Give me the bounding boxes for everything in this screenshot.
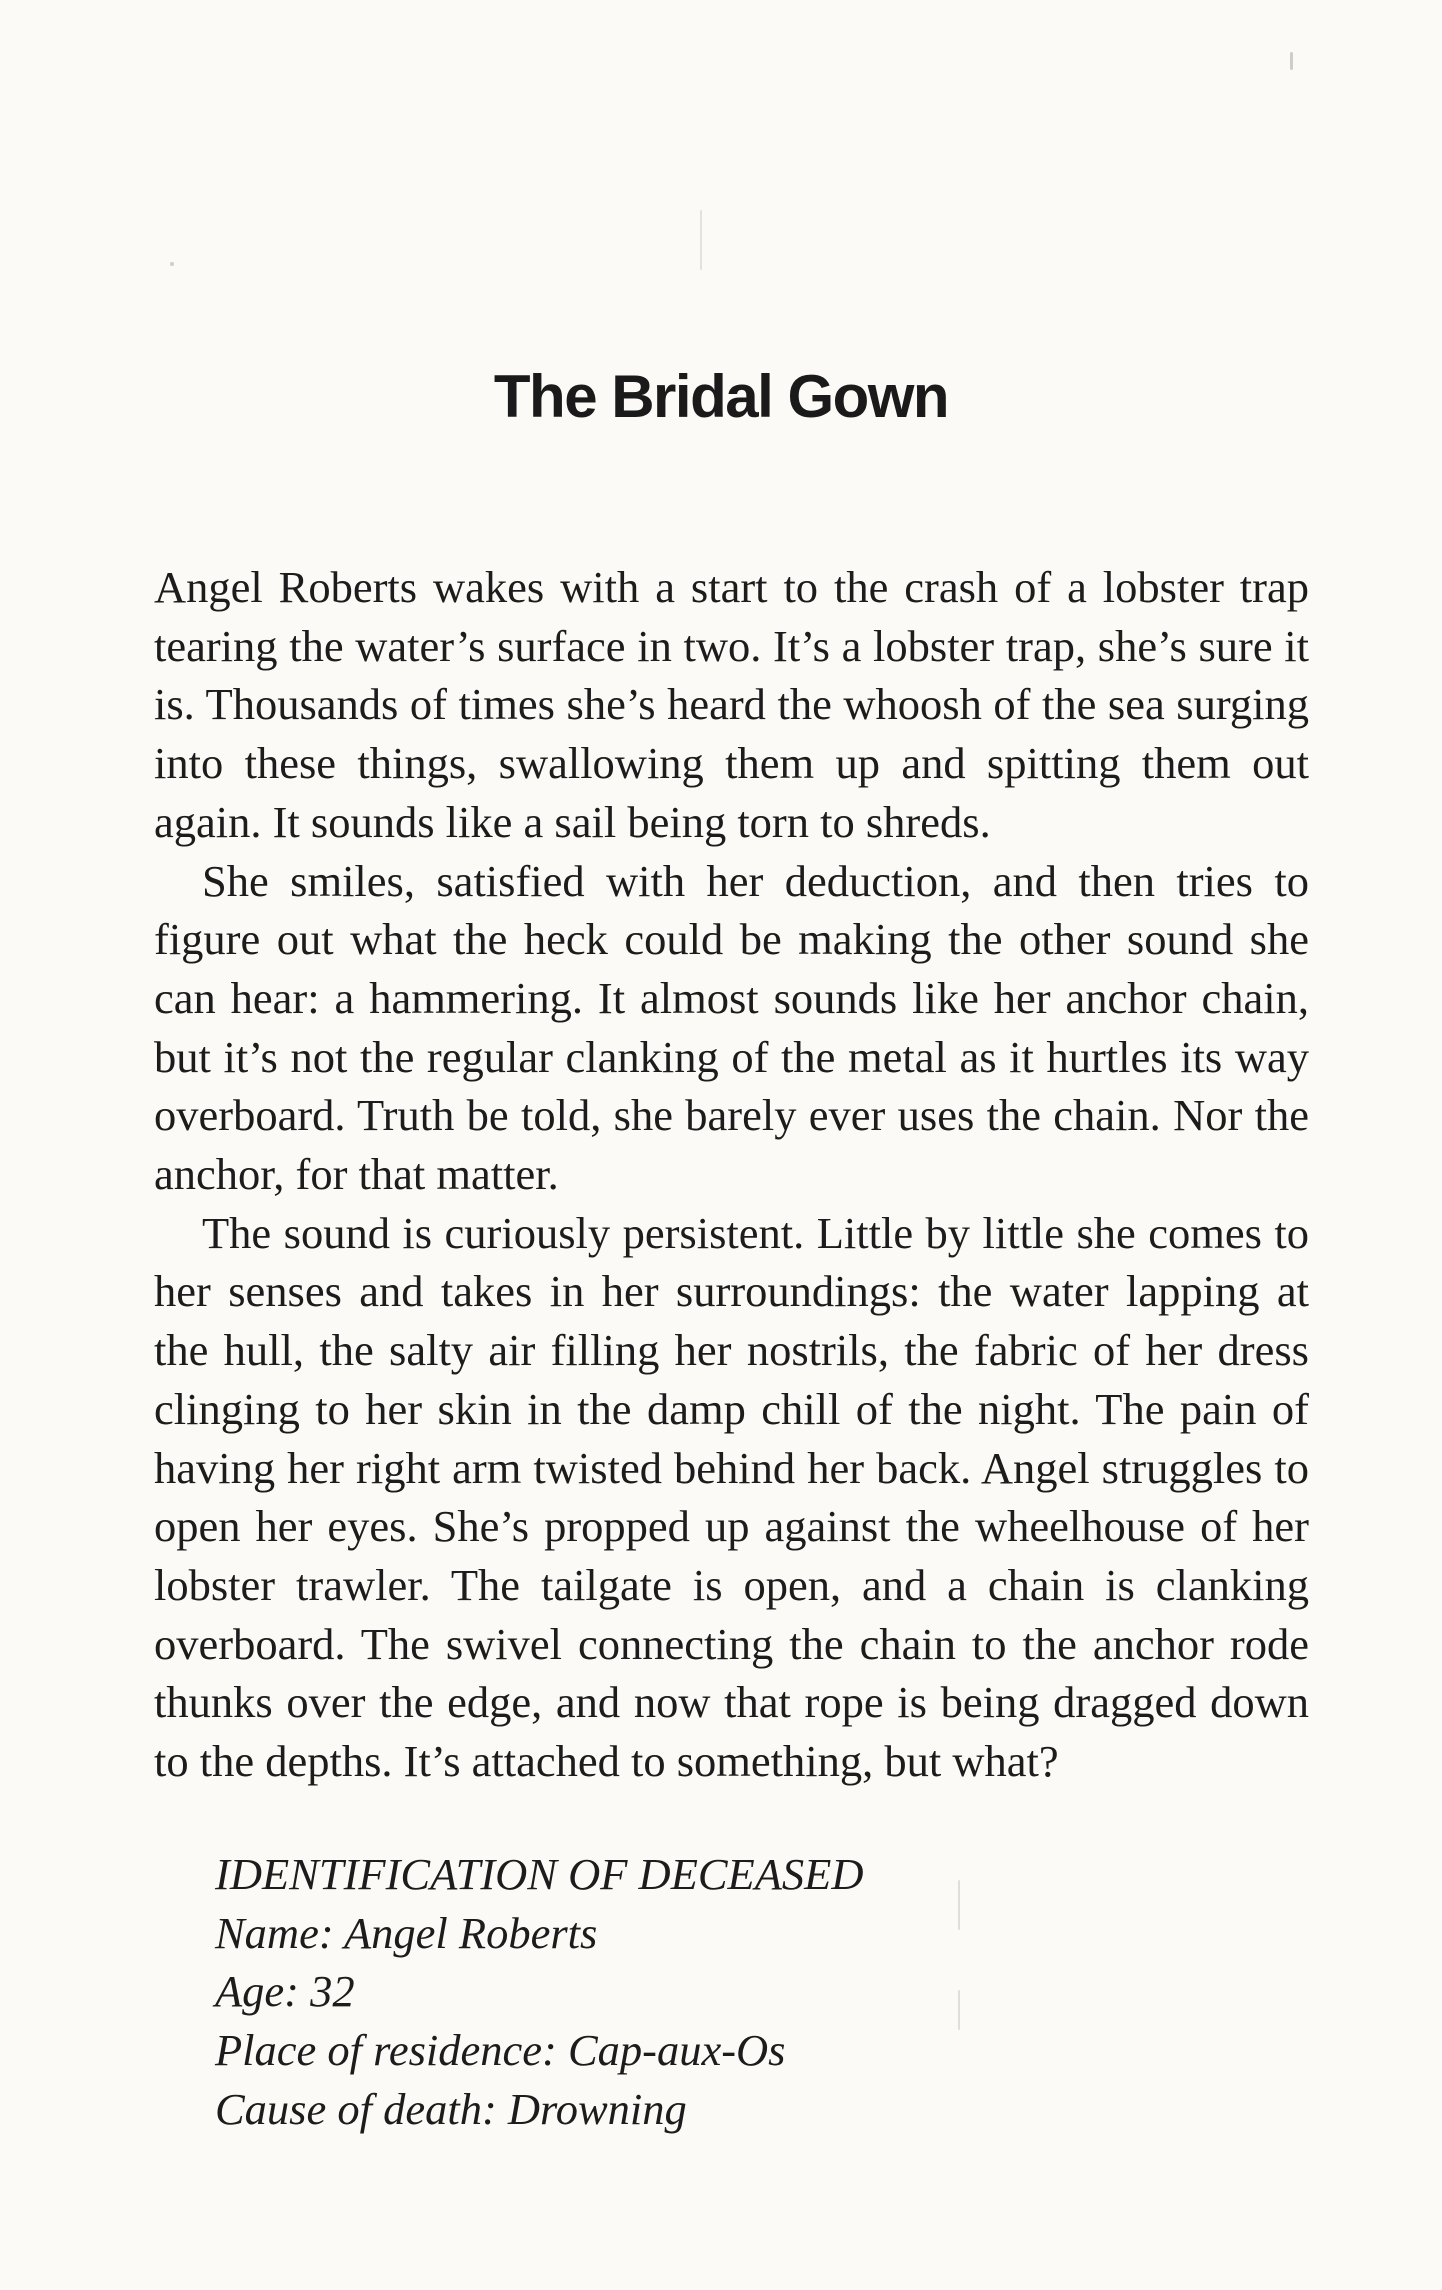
- scan-speck: [170, 262, 174, 266]
- scan-speck: [700, 210, 702, 270]
- scan-speck: [958, 1880, 960, 1930]
- record-name: Name: Angel Roberts: [215, 1907, 598, 1958]
- chapter-body: [154, 558, 1309, 1791]
- paragraph-1: Angel Roberts wakes with a start to the crash of a lobster trap tearing the water’s surface in two. It’s a lobster trap, she’s sure it is. Thousands of times she’s heard the whoosh of the sea surging into these things, swallowing them up and spitting them out again. It sounds like a sail being torn to shreds.: [154, 562, 1309, 847]
- record-age: Age: 32: [215, 1966, 355, 2017]
- scan-speck: [1290, 52, 1293, 70]
- chapter-title: The Bridal Gown: [493, 363, 949, 430]
- record-residence: Place of residence: Cap-aux-Os: [215, 2025, 786, 2076]
- record-cause: Cause of death: Drowning: [215, 2083, 687, 2134]
- paragraph-2: She smiles, satisfied with her deduction, and then tries to figure out what the heck could be making the other sound she can hear: a hammering. It almost sounds like her anchor chain, but it’s not the regular clanking of the metal as it hurtles its way overboard. Truth be told, she barely ever uses the chain. Nor the anchor, for that matter.: [154, 855, 1309, 1200]
- scan-speck: [958, 1990, 960, 2030]
- deceased-record: [215, 1845, 864, 2139]
- record-heading: IDENTIFICATION OF DECEASED: [215, 1849, 864, 1899]
- paragraph-3: The sound is curiously persistent. Little by little she comes to her senses and takes in her surroundings: the water lapping at the hull, the salty air filling her nostrils, the fabric of her dress clinging to her skin in the damp chill of the night. The pain of having her right arm twisted behind her back. Angel struggles to open her eyes. She’s propped up against the wheelhouse of her lobster trawler. The tailgate is open, and a chain is clanking overboard. The swivel connecting the chain to the anchor rode thunks over the edge, and now that rope is being dragged down to the depths. It’s attached to something, but what?: [154, 1207, 1309, 1787]
